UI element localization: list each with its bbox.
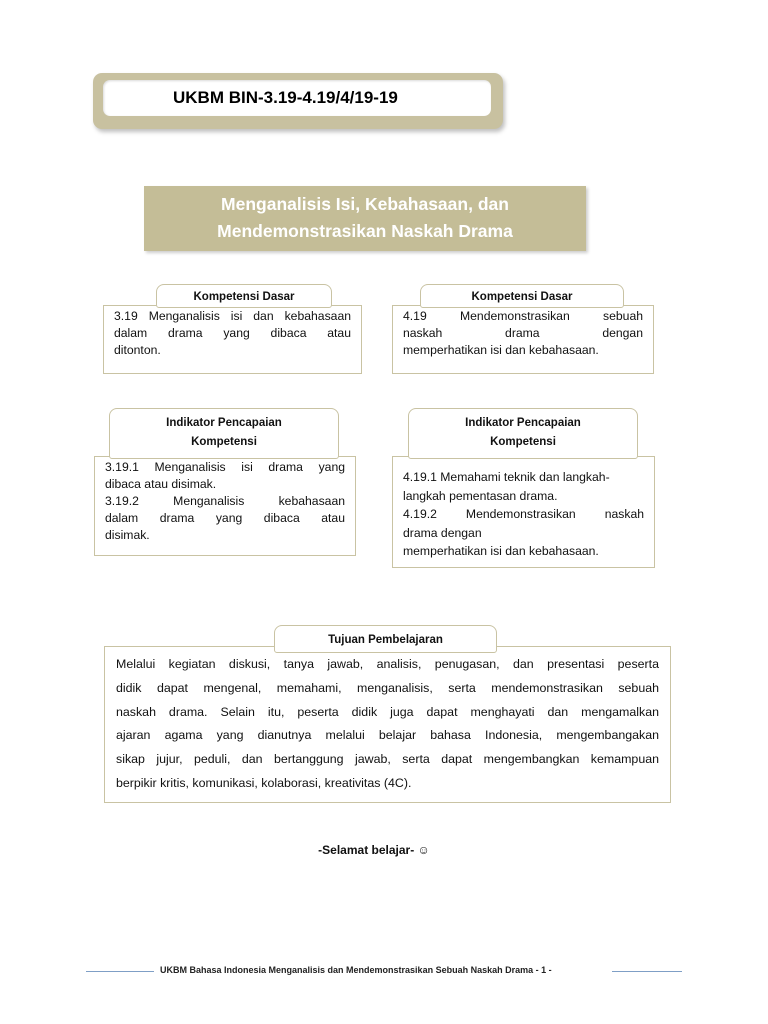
kd-left-box xyxy=(103,305,362,374)
title-line-2: Mendemonstrasikan Naskah Drama xyxy=(217,221,513,241)
ipk-right-line-2: langkah pementasan drama. xyxy=(403,488,558,503)
tujuan-line-4: ajaran agama yang dianutnya melalui belajar bahasa Indonesia, mengembangakan xyxy=(116,728,659,743)
ipk-right-line-4: drama dengan xyxy=(403,525,482,540)
tujuan-line-3: naskah drama. Selain itu, peserta didik juga dapat menghayati dan mengamalkan xyxy=(116,704,659,719)
kd-left-line-2: dalam drama yang dibaca atau xyxy=(114,326,351,340)
kd-left-line-3: ditonton. xyxy=(114,343,161,357)
kd-right-line-3: memperhatikan isi dan kebahasaan. xyxy=(403,343,599,357)
kd-right-line-1: 4.19 Mendemonstrasikan sebuah xyxy=(403,309,643,323)
ipk-left-line-4: dalam drama yang dibaca atau xyxy=(105,511,345,525)
tujuan-line-2: didik dapat mengenal, memahami, menganalisis, serta mendemonstrasikan sebuah xyxy=(116,680,659,695)
kd-right-line-2: naskah drama dengan xyxy=(403,326,643,340)
footer-text: UKBM Bahasa Indonesia Menganalisis dan Mendemonstrasikan Sebuah Naskah Drama - 1 - xyxy=(160,965,552,975)
kd-left-label: Kompetensi Dasar xyxy=(156,284,332,308)
ipk-right-label-line-2: Kompetensi xyxy=(490,436,556,448)
ipk-right-label-line-1: Indikator Pencapaian xyxy=(465,417,581,429)
ipk-left-label xyxy=(109,408,339,459)
closing-text: -Selamat belajar- ☺ xyxy=(318,843,430,857)
ipk-right-line-5: memperhatikan isi dan kebahasaan. xyxy=(403,544,599,558)
footer-rule-right xyxy=(612,971,682,972)
ipk-left-label-line-2: Kompetensi xyxy=(191,436,257,448)
kd-right-label: Kompetensi Dasar xyxy=(420,284,624,308)
tujuan-line-5: sikap jujur, peduli, dan bertanggung jawab, serta dapat mengembangkan kemampuan xyxy=(116,752,659,767)
kd-right-box xyxy=(392,305,654,374)
ipk-left-box xyxy=(94,456,356,556)
title-line-1: Menganalisis Isi, Kebahasaan, dan xyxy=(221,194,509,214)
ipk-left-line-5: disimak. xyxy=(105,528,150,542)
ipk-left-line-1: 3.19.1 Menganalisis isi drama yang xyxy=(105,460,345,474)
tujuan-label: Tujuan Pembelajaran xyxy=(274,625,497,653)
ipk-left-line-2: dibaca atau disimak. xyxy=(105,477,217,491)
ipk-left-line-3: 3.19.2 Menganalisis kebahasaan xyxy=(105,494,345,508)
module-code: UKBM BIN-3.19-4.19/4/19-19 xyxy=(103,80,491,116)
tujuan-line-1: Melalui kegiatan diskusi, tanya jawab, analisis, penugasan, dan presentasi peserta xyxy=(116,657,659,671)
kd-left-line-1: 3.19 Menganalisis isi dan kebahasaan xyxy=(114,309,351,323)
footer-rule-left xyxy=(86,971,154,972)
ipk-right-label xyxy=(408,408,638,459)
ipk-left-label-line-1: Indikator Pencapaian xyxy=(166,417,282,429)
ipk-right-box xyxy=(392,456,655,568)
tujuan-box xyxy=(104,646,671,803)
ipk-right-line-3: 4.19.2 Mendemonstrasikan naskah xyxy=(403,507,644,521)
tujuan-line-6: berpikir kritis, komunikasi, kolaborasi, kreativitas (4C). xyxy=(116,775,412,790)
document-title xyxy=(144,186,586,251)
ipk-right-line-1: 4.19.1 Memahami teknik dan langkah- xyxy=(403,470,610,484)
